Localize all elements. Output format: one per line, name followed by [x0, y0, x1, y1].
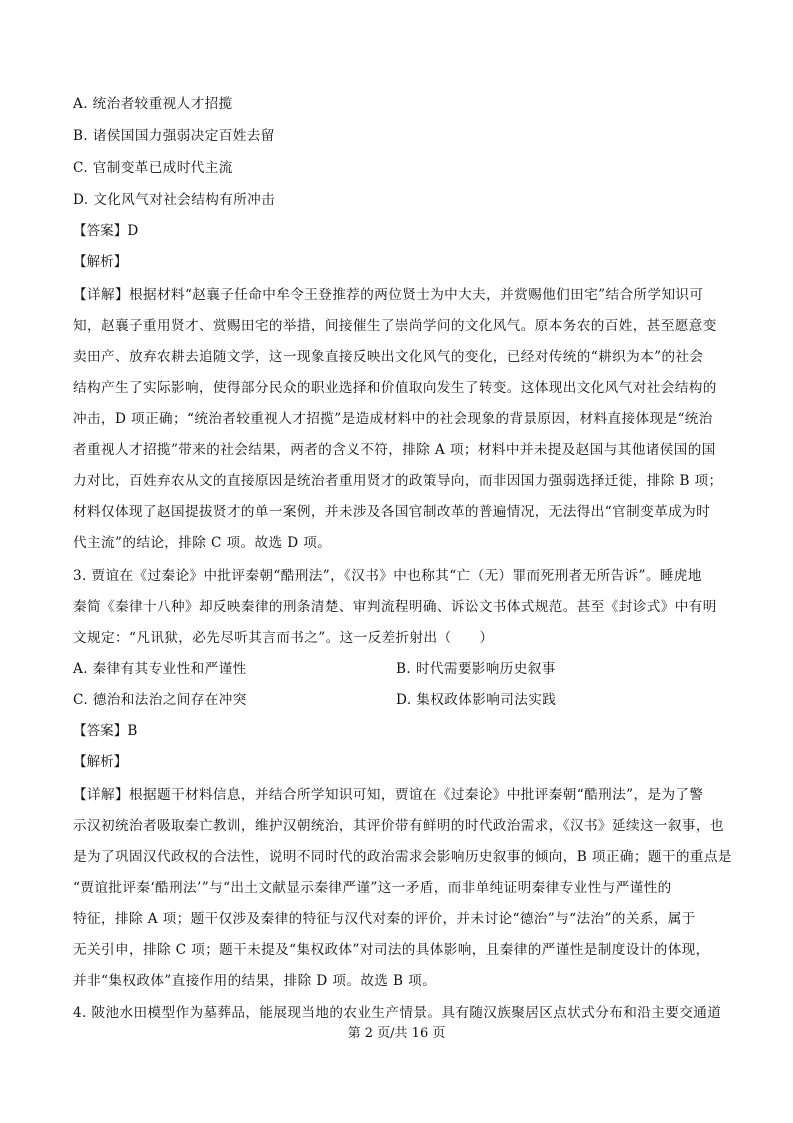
answer-label: 【答案】D	[73, 223, 139, 239]
detail-line: 【详解】根据题干材料信息，并结合所学知识可知，贾谊在《过秦论》中批评秦朝“酷刑法”，是为了警	[73, 787, 704, 803]
detail-line: 者重视人才招揽”带来的社会结果，两者的含义不符，排除 A 项；材料中并未提及赵国与其他诸侯国的国	[73, 442, 716, 458]
option-d: D. 集权政体影响司法实践	[396, 692, 557, 708]
analysis-label: 【解析】	[73, 254, 128, 270]
detail-line: 结构产生了实际影响，使得部分民众的职业选择和价值取向发生了转变。这体现出文化风气对社会结构的	[73, 380, 717, 396]
page-number: 第 2 页/共 16 页	[347, 1026, 446, 1041]
detail-line: “贾谊批评秦‘酷刑法’”与“出土文献显示秦律严谨”这一矛盾，而非单纯证明秦律专业性与严谨性的	[73, 880, 672, 896]
detail-line: 材料仅体现了赵国提拔贤才的单一案例，并未涉及各国官制改革的普遍情况，无法得出“官制变革成为时	[73, 504, 711, 520]
analysis-label: 【解析】	[73, 754, 128, 770]
detail-line: 知，赵襄子重用贤才、赏赐田宅的举措，间接催生了崇尚学问的文化风气。原本务农的百姓，甚至愿意变	[73, 318, 717, 334]
detail-line: 特征，排除 A 项；题干仅涉及秦律的特征与汉代对秦的评价，并未讨论“德治”与“法治”的关系，属于	[73, 911, 696, 927]
detail-line: 是为了巩固汉代政权的合法性，说明不同时代的政治需求会影响历史叙事的倾向，B 项正确；题干的重点是	[73, 849, 732, 865]
detail-line: 卖田产、放弃农耕去追随文学，这一现象直接反映出文化风气的变化，已经对传统的“耕织为本”的社会	[73, 349, 704, 365]
detail-line: 无关引申，排除 C 项；题干未提及“集权政体”对司法的具体影响，且秦律的严谨性是制度设计的体现，	[73, 942, 710, 958]
detail-line: 示汉初统治者吸取秦亡教训，维护汉朝统治，其评价带有鲜明的时代政治需求，《汉书》延续这一叙事，也	[73, 818, 724, 834]
option-c: C. 官制变革已成时代主流	[73, 160, 233, 176]
detail-line: 【详解】根据材料“赵襄子任命中牟令王登推荐的两位贤士为中大夫，并赏赐他们田宅”结合所学知识可	[73, 287, 704, 303]
detail-line: 并非“集权政体”直接作用的结果，排除 D 项。故选 B 项。	[73, 973, 437, 989]
detail-line: 力对比，百姓弃农从文的直接原因是统治者重用贤才的政策导向，而非因国力强弱选择迁徙，排除 B 项；	[73, 473, 723, 489]
detail-line: 冲击，D 项正确；“统治者较重视人才招揽”是造成材料中的社会现象的背景原因，材料直接体现是“统治	[73, 411, 713, 427]
answer-label: 【答案】B	[73, 723, 138, 739]
question-stem: 文规定：“凡讯狱，必先尽听其言而书之”。这一反差折射出（ ）	[73, 630, 494, 646]
option-a: A. 秦律有其专业性和严谨性	[73, 661, 247, 677]
question-stem: 3. 贾谊在《过秦论》中批评秦朝“酷刑法”，《汉书》中也称其“亡（无）罪而死刑者无所告诉”。睡虎地	[73, 568, 702, 584]
option-c: C. 德治和法治之间存在冲突	[73, 692, 247, 708]
option-a: A. 统治者较重视人才招揽	[73, 96, 233, 112]
option-b: B. 诸侯国国力强弱决定百姓去留	[73, 128, 275, 144]
option-b: B. 时代需要影响历史叙事	[396, 661, 556, 677]
option-d: D. 文化风气对社会结构有所冲击	[73, 192, 276, 208]
detail-line: 代主流”的结论，排除 C 项。故选 D 项。	[73, 535, 332, 551]
question-stem: 4. 陂池水田模型作为墓葬品，能展现当地的农业生产情景。具有随汉族聚居区点状式分布和沿主要交通道	[73, 1005, 722, 1021]
question-stem: 秦简《秦律十八种》却反映秦律的刑条清楚、审判流程明确、诉讼文书体式规范。甚至《封诊式》中有明	[73, 599, 717, 615]
